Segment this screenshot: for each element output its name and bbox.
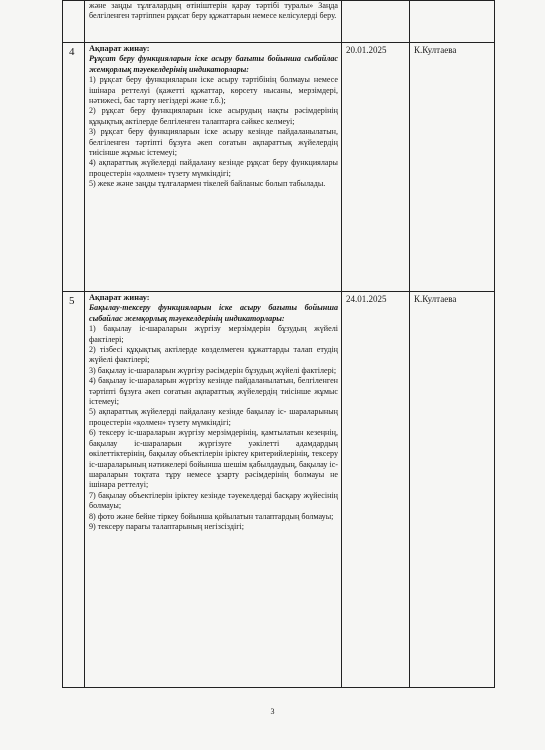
row-item: 7) бақылау объектілерін іріктеу кезінде тәуекелдерді басқару жүйесінің болмауы; <box>89 490 338 511</box>
row-item: 1) бақылау іс-шараларын жүргізу мерзімдерін бұзудың жүйелі фактілері; <box>89 324 338 344</box>
row-number: 4 <box>63 43 85 292</box>
row-date: 20.01.2025 <box>342 43 410 292</box>
row-item: 3) бақылау іс-шараларын жүргізу рәсімдерін бұзудың жүйелі фактілері; <box>89 365 337 375</box>
row-item: 5) ақпараттық жүйелерді пайдалану кезінде бақылау іс- шараларының процестерін «қолмен» түзету мүмкіндігі; <box>89 407 338 427</box>
row-subtitle: Рұқсат беру функцияларын іске асыру бағыты бойынша сыбайлас жемқорлық тәуекелдерінің индикаторлары: <box>89 54 338 74</box>
row-responsible: К.Култаева <box>410 43 495 292</box>
row-item: 9) тексеру парағы талаптарының негізсіздігі; <box>89 521 245 531</box>
row-date: 24.01.2025 <box>342 292 410 688</box>
row-item: 1) рұқсат беру функцияларын іске асыру тәртібінің болмауы немесе ішінара реттелуі (қажетті құжаттар, көрсету нысаны, мерзімдері, нәтижесі, бас тарту негіздері және т.б.); <box>89 75 338 106</box>
row-number <box>63 1 85 43</box>
row-description <box>85 292 342 688</box>
row-item: 8) фото және бейне тіркеу бойынша қойылатын талаптардың болмауы; <box>89 511 334 521</box>
row-responsible <box>410 1 495 43</box>
row-item: 2) тізбесі құқықтық актілерде көзделмеген құжаттарды талап етудің жүйелі фактілері; <box>89 345 338 365</box>
row-item: 4) бақылау іс-шараларын жүргізу кезінде пайдаланылатын, белгіленген тәртіпті бұзуға әкеп соғатын ақпараттық жүйелердің тиісінше жұмыс істемеуі; <box>89 376 338 407</box>
plan-table <box>62 0 495 688</box>
row-item: 2) рұқсат беру функцияларын іске асырудың нақты рәсімдерінің құқықтық актілерде белгіленген талаптарға сәйкес келмеуі; <box>89 106 338 126</box>
table-row <box>63 43 495 292</box>
row-description <box>85 1 342 43</box>
row-item: 4) ақпараттық жүйелерді пайдалану кезінде рұқсат беру функциялары процестерін «қолмен» түзету мүмкіндігі; <box>89 158 338 178</box>
table-row <box>63 292 495 688</box>
row-item: 5) жеке және заңды тұлғалармен тікелей байланыс болып табылады. <box>89 179 326 189</box>
table-row <box>63 1 495 43</box>
row-item: және заңды тұлғалардың өтініштерін қарау тәртібі туралы» Заңда белгіленген тәртіппен рұқсат беру құжаттарын немесе келісулерді беру. <box>89 1 338 21</box>
row-title: Ақпарат жинау: <box>89 44 150 53</box>
row-description <box>85 43 342 292</box>
row-item: 3) рұқсат беру функцияларын іске асыру кезінде пайдаланылатын, белгіленген тәртіпті бұзуға әкеп соғатын ақпараттық жүйелердің тиісінше жұмыс істемеуі; <box>89 127 338 158</box>
row-title: Ақпарат жинау: <box>89 293 150 302</box>
row-responsible: К.Култаева <box>410 292 495 688</box>
row-subtitle: Бақылау-тексеру функцияларын іске асыру бағыты бойынша сыбайлас жемқорлық тәуекелдерінің индикаторлары: <box>89 303 338 323</box>
row-item: 6) тексеру іс-шараларын жүргізу мерзімдерінің, қамтылатын кезеңнің, бақылау іс-шараларын жүргізуге уәкілетті адамдардың өкілеттіктерінің, бақылау объектілерін іріктеу критерийлерінің, тексеру іс-шараларының нәтижелері бойынша шешім қабылдаудың, бақылау іс-шараларын тоқтата тұру немесе ұзарту рәсімдерінің болмауы не ішінара реттелуі; <box>89 428 338 490</box>
page-number: 3 <box>270 707 275 716</box>
row-number: 5 <box>63 292 85 688</box>
row-date <box>342 1 410 43</box>
